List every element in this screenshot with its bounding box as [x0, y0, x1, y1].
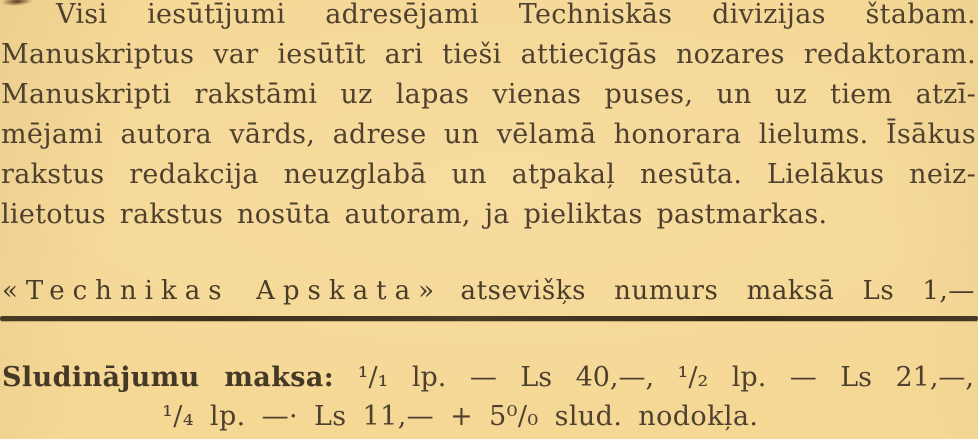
- paragraph-line-2: Manuskriptus var iesūtīt ari tieši attiecīgās nozares redaktoram.: [1, 39, 976, 70]
- ad-rates-label: Sludinājumu maksa:: [2, 362, 335, 393]
- paragraph-line-4: mējami autora vārds, adrese un vēlamā honorara lielums. Īsākus: [1, 119, 976, 150]
- paragraph-line-5: rakstus redakcija neuzglabā un atpakaļ nesūta. Lielākus neiz-: [1, 159, 976, 190]
- paragraph-line-3: Manuskripti rakstāmi uz lapas vienas puses, un uz tiem atzī-: [1, 79, 976, 110]
- ad-rates-line-1: [2, 359, 974, 397]
- paragraph-line-6: lietotus rakstus nosūta autoram, ja pieliktas pastmarkas.: [1, 199, 828, 230]
- ad-rates-values: ¹/₁ lp. — Ls 40,—, ¹/₂ lp. — Ls 21,—,: [357, 362, 974, 393]
- issue-price-text: atsevišķs numurs maksā Ls 1,—: [460, 276, 975, 306]
- magazine-title: «Technikas Apskata»: [2, 276, 442, 306]
- ad-rates-line-2: ¹/₄ lp. —· Ls 11,— + 5⁰/₀ slud. nodokļa.: [162, 401, 759, 432]
- paragraph-line-1: Visi iesūtījumi adresējami Techniskās divizijas štabam.: [56, 0, 976, 30]
- horizontal-rule: [0, 316, 978, 321]
- issue-price-line: [2, 273, 975, 309]
- submission-instructions-paragraph: [1, 0, 976, 235]
